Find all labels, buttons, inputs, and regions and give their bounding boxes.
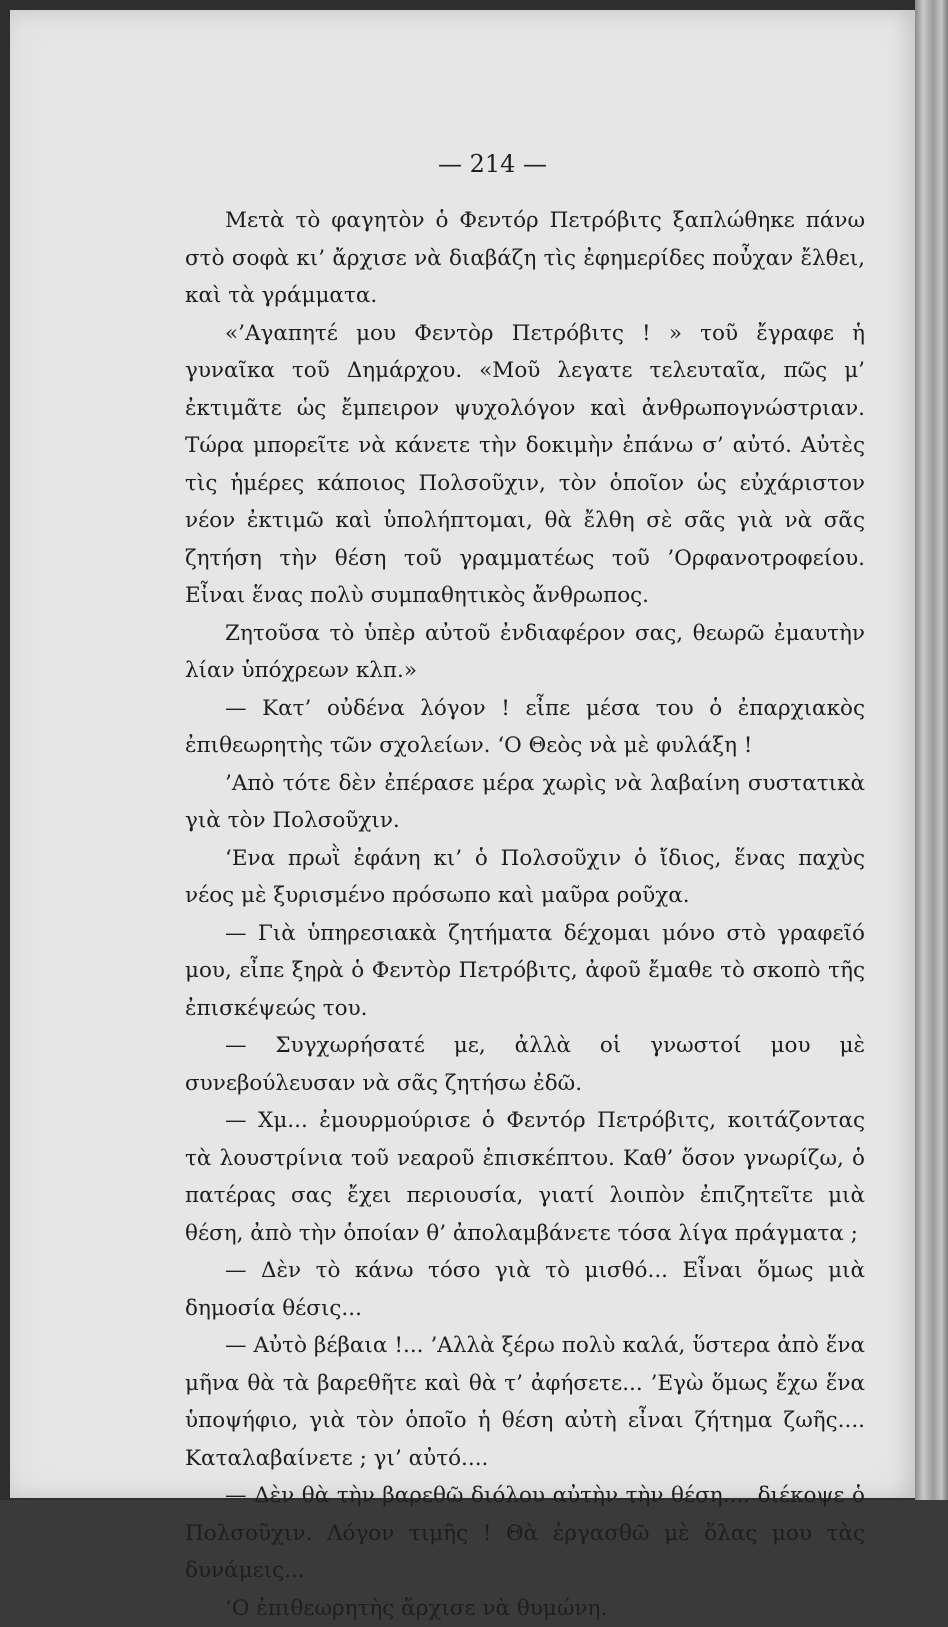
paragraph: ‘Ο ἐπιθεωρητὴς ἄρχισε νὰ θυμώνη. <box>185 1590 865 1627</box>
paragraph: — Κατ’ οὐδένα λόγον ! εἶπε μέσα του ὁ ἐπαρχιακὸς ἐπιθεωρητὴς τῶν σχολείων. ‘Ο Θεὸς νὰ μὲ φυλάξη ! <box>185 690 865 765</box>
paragraph: — Δὲν τὸ κάνω τόσο γιὰ τὸ μισθό... Εἶναι ὅμως μιὰ δημοσία θέσις... <box>185 1252 865 1327</box>
book-edge-shadow <box>915 0 948 1500</box>
paragraph: — Συγχωρήσατέ με, ἀλλὰ οἱ γνωστοί μου μὲ συνεβούλευσαν νὰ σᾶς ζητήσω ἐδῶ. <box>185 1027 865 1102</box>
page-body-text <box>185 202 865 1627</box>
paragraph: — Χμ... ἐμουρμούρισε ὁ Φεντόρ Πετρόβιτς, κοιτάζοντας τὰ λουστρίνια τοῦ νεαροῦ ἐπισκέπτου. Καθ’ ὅσον γνωρίζω, ὁ πατέρας σας ἔχει περιουσία, γιατί λοιπὸν ἐπιζητεῖτε μιὰ θέση, ἀπὸ τὴν ὁποίαν θ’ ἀπολαμβάνετε τόσα λίγα πράγματα ; <box>185 1102 865 1252</box>
paragraph: «’Αγαπητέ μου Φεντὸρ Πετρόβιτς ! » τοῦ ἔγραφε ἡ γυναῖκα τοῦ Δημάρχου. «Μοῦ λεγατε τελευταῖα, πῶς μ’ ἐκτιμᾶτε ὡς ἔμπειρον ψυχολόγον καὶ ἀνθρωπογνώστριαν. Τώρα μπορεῖτε νὰ κάνετε τὴν δοκιμὴν ἐπάνω σ’ αὐτό. Αὐτὲς τὶς ἡμέρες κάποιος Πολσοῦχιν, τὸν ὁποῖον ὡς εὐχάριστον νέον ἐκτιμῶ καὶ ὑπολήπτομαι, θὰ ἔλθη σὲ σᾶς γιὰ νὰ σᾶς ζητήση τὴν θέση τοῦ γραμματέως τοῦ ’Ορφανοτροφείου. Εἶναι ἕνας πολὺ συμπαθητικὸς ἄνθρωπος. <box>185 315 865 615</box>
paragraph: — Γιὰ ὑπηρεσιακὰ ζητήματα δέχομαι μόνο στὸ γραφεῖό μου, εἶπε ξηρὰ ὁ Φεντὸρ Πετρόβιτς, ἀφοῦ ἔμαθε τὸ σκοπὸ τῆς ἐπισκέψεώς του. <box>185 915 865 1028</box>
paragraph: — Δὲν θὰ τὴν βαρεθῶ διόλου αὐτὴν τὴν θέση.... διέκοψε ὁ Πολσοῦχιν. Λόγον τιμῆς ! Θὰ ἐργασθῶ μὲ ὅλας μου τὰς δυνάμεις... <box>185 1477 865 1590</box>
paragraph: ’Απὸ τότε δὲν ἐπέρασε μέρα χωρὶς νὰ λαβαίνη συστατικὰ γιὰ τὸν Πολσοῦχιν. <box>185 765 865 840</box>
book-page <box>10 10 915 1498</box>
paragraph: — Αὐτὸ βέβαια !... ’Αλλὰ ξέρω πολὺ καλά, ὕστερα ἀπὸ ἕνα μῆνα θὰ τὰ βαρεθῆτε καὶ θὰ τ’ ἀφήσετε... ’Εγὼ ὅμως ἔχω ἕνα ὑποψήφιο, γιὰ τὸν ὁποῖο ἡ θέση αὐτὴ εἶναι ζήτημα ζωῆς.... Καταλαβαίνετε ; γι’ αὐτό.... <box>185 1327 865 1477</box>
paragraph: Ζητοῦσα τὸ ὑπὲρ αὐτοῦ ἐνδιαφέρον σας, θεωρῶ ἐμαυτὴν λίαν ὑπόχρεων κλπ.» <box>185 615 865 690</box>
paragraph: ‘Ενα πρωῒ ἐφάνη κι’ ὁ Πολσοῦχιν ὁ ἴδιος, ἕνας παχὺς νέος μὲ ξυρισμένο πρόσωπο καὶ μαῦρα ροῦχα. <box>185 840 865 915</box>
page-number: — 214 — <box>10 150 915 178</box>
paragraph: Μετὰ τὸ φαγητὸν ὁ Φεντόρ Πετρόβιτς ξαπλώθηκε πάνω στὸ σοφὰ κι’ ἄρχισε νὰ διαβάζη τὶς ἐφημερίδες ποὖχαν ἔλθει, καὶ τὰ γράμματα. <box>185 202 865 315</box>
